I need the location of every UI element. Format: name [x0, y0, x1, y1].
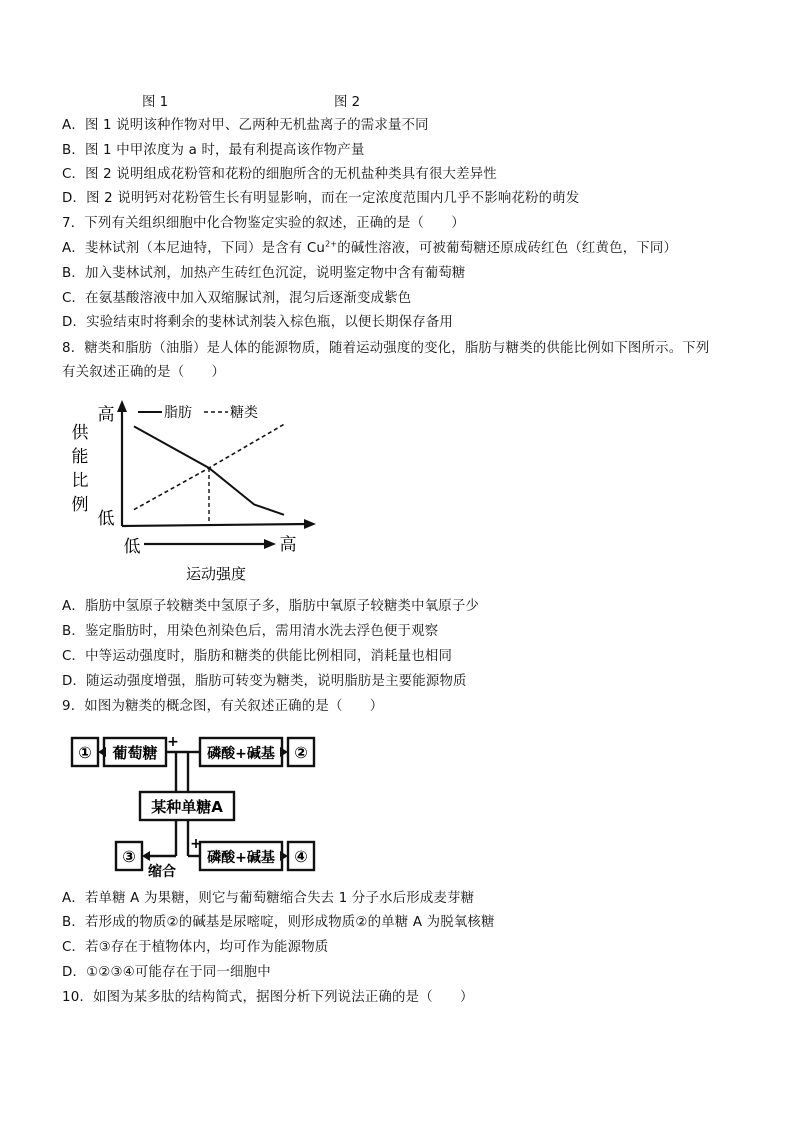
pb-bottom-label: 磷酸+碱基	[207, 850, 275, 866]
y-axis-label-4: 例	[71, 495, 89, 515]
label-3: ③	[122, 847, 136, 866]
q8-option-a: A．脂肪中氢原子较糖类中氢原子多，脂肪中氧原子较糖类中氧原子少	[62, 599, 480, 614]
x-bottom-arrow	[264, 539, 276, 549]
q6-option-b: B．图 1 中甲浓度为 a 时，最有利提高该作物产量	[62, 143, 365, 158]
label-2: ②	[294, 743, 308, 762]
y-axis-arrow	[117, 400, 127, 412]
x-low-label: 低	[123, 537, 141, 557]
sugar-concept-diagram	[70, 730, 330, 880]
legend-sugar-label: 糖类	[230, 405, 258, 421]
q7-option-a-post: 的碱性溶液，可被葡萄糖还原成砖红色（红黄色，下同）	[337, 241, 678, 256]
y-axis-label-2: 能	[71, 447, 89, 467]
x-axis-arrow	[304, 519, 316, 529]
q8-stem-line1: 8．糖类和脂肪（油脂）是人体的能源物质，随着运动强度的变化，脂肪与糖类的供能比例如下图所示。下列	[62, 341, 710, 356]
x-axis-label: 运动强度	[185, 565, 247, 583]
center-label: 某种单糖A	[151, 798, 223, 816]
q9-option-c: C．若③存在于植物体内，均可作为能源物质	[62, 940, 329, 955]
q7-option-d: D．实验结束时将剩余的斐林试剂装入棕色瓶，以便长期保存备用	[62, 315, 454, 330]
y-axis-label-3: 比	[71, 471, 89, 491]
glucose-label: 葡萄糖	[112, 744, 158, 762]
label-4: ④	[294, 847, 308, 866]
x-axis	[122, 524, 308, 526]
x-high-label: 高	[279, 535, 297, 555]
q8-stem-line2: 有关叙述正确的是（ ）	[62, 365, 226, 380]
label-1: ①	[78, 743, 92, 762]
q6-option-d: D．图 2 说明钙对花粉管生长有明显影响，而在一定浓度范围内几乎不影响花粉的萌发	[62, 191, 580, 206]
series-layer	[134, 424, 284, 524]
q9-option-d: D．①②③④可能存在于同一细胞中	[62, 965, 271, 980]
plus-top: +	[167, 734, 179, 750]
plus-bottom: +	[190, 836, 202, 852]
q7-option-b: B．加入斐林试剂，加热产生砖红色沉淀，说明鉴定物中含有葡萄糖	[62, 266, 466, 281]
pb-top-label: 磷酸+碱基	[207, 746, 275, 762]
q9-option-a: A．若单糖 A 为果糖，则它与葡萄糖缩合失去 1 分子水后形成麦芽糖	[62, 891, 475, 906]
figure-1-label: 图 1	[142, 95, 169, 110]
q8-option-d: D．随运动强度增强，脂肪可转变为糖类，说明脂肪是主要能源物质	[62, 674, 467, 689]
y-low-label: 低	[97, 509, 115, 529]
q9-stem: 9．如图为糖类的概念图，有关叙述正确的是（ ）	[62, 699, 384, 714]
figure-2-label: 图 2	[334, 95, 361, 110]
cu-charge: 2+	[325, 239, 338, 249]
q7-option-a-pre: A．斐林试剂（本尼迪特，下同）是含有 Cu	[62, 241, 326, 256]
q10-stem: 10．如图为某多肽的结构简式，据图分析下列说法正确的是（ ）	[62, 990, 474, 1005]
energy-ratio-chart	[62, 396, 322, 586]
q7-option-c: C．在氨基酸溶液中加入双缩脲试剂，混匀后逐渐变成紫色	[62, 291, 412, 306]
y-axis-label-1: 供	[71, 423, 89, 443]
q8-option-c: C．中等运动强度时，脂肪和糖类的供能比例相同，消耗量也相同	[62, 649, 453, 664]
q9-option-b: B．若形成的物质②的碱基是尿嘧啶，则形成物质②的单糖 A 为脱氧核糖	[62, 915, 495, 930]
q8-option-b: B．鉴定脂肪时，用染色剂染色后，需用清水洗去浮色便于观察	[62, 624, 439, 639]
q7-stem: 7．下列有关组织细胞中化合物鉴定实验的叙述，正确的是（ ）	[62, 216, 465, 231]
legend-fat-label: 脂肪	[164, 405, 192, 421]
condense-label: 缩合	[148, 864, 176, 880]
q6-option-c: C．图 2 说明组成花粉管和花粉的细胞所含的无机盐种类具有很大差异性	[62, 167, 497, 182]
q7-option-a	[62, 240, 677, 258]
q6-option-a: A．图 1 说明该种作物对甲、乙两种无机盐离子的需求量不同	[62, 118, 429, 133]
y-high-label: 高	[97, 405, 115, 425]
